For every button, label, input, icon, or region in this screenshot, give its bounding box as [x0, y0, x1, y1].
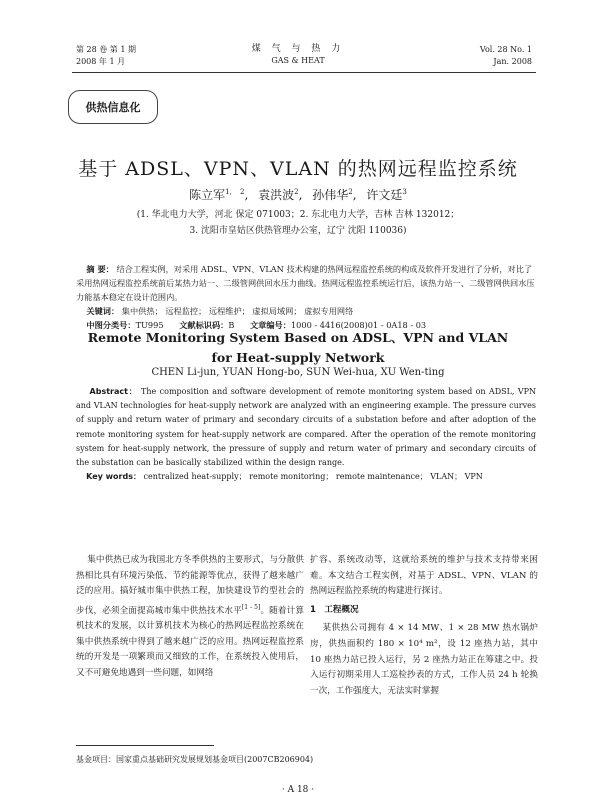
keywords-en: [76, 470, 536, 484]
article-no-value: 1000 - 4416(2008)01 - 0A18 - 03: [290, 320, 427, 330]
keywords-cn: [76, 304, 536, 318]
journal-name-en: GAS & HEAT: [271, 56, 325, 65]
author-name: 许文廷: [366, 188, 403, 202]
author-affiliation-mark: 3: [402, 188, 407, 196]
authors-en: CHEN Li-jun, YUAN Hong-bo, SUN Wei-hua, XU Wen-ting: [151, 367, 445, 378]
body-paragraph: [310, 621, 538, 699]
author-name: 陈立军: [189, 188, 226, 202]
running-header-right: [480, 44, 532, 68]
footnote-rule: [76, 745, 214, 746]
body-paragraph: 扩容、系统改动等，这就给系统的维护与技术支持带来困难。本文结合工程实例，对基于 ADSL、VPN、VLAN 的热网远程监控系统的构建进行探讨。: [310, 555, 538, 597]
author-affiliation-mark: 2: [348, 188, 353, 196]
section-title: 工程概况: [324, 604, 359, 615]
footnote-funding: 基金项目：国家重点基础研究发展规划基金项目(2007CB206904): [76, 755, 314, 764]
citation-ref: [1 - 5]: [241, 603, 261, 611]
affiliations: [0, 207, 596, 239]
journal-name-cn: 煤 气 与 热 力: [251, 44, 345, 54]
paper-title-en-line: Remote Monitoring System Based on ADSL、VPN and VLAN: [87, 330, 509, 345]
abstract-cn-text: 结合工程实例，对采用 ADSL、VPN、VLAN 技术构建的热网远程监控系统的构成及软件开发进行了分析，对比了采用热网远程监控系统前后某热力站一、二级管网供回水压力曲线。热网远程监控系统运行后，该热力站一、二级管网供回水压力能基本稳定在设计范围内。: [76, 264, 535, 302]
paper-title-en: [0, 328, 596, 368]
date-cn: 2008 年 1 月: [76, 57, 126, 66]
abstract-en: [76, 385, 536, 470]
doc-code-label: 文献标识码：: [179, 320, 229, 330]
keywords-cn-text: 集中供热； 远程监控； 远程维护； 虚拟局域网； 虚拟专用网络: [121, 306, 354, 316]
body-text: 集中供热已成为我国北方冬季供热的主要形式，与分散供热相比具有环境污染低、节约能源等优点，获得了越来越广泛的应用。搞好城市集中供热工程，加快建设节约型社会的步伐，必须全面提高城市集中供热技术水平: [76, 555, 304, 616]
clc-value: TU995: [135, 320, 164, 330]
abstract-cn: [76, 262, 536, 304]
section-number: 1: [310, 604, 316, 615]
paper-title-en-line: for Heat-supply Network: [211, 350, 385, 365]
page-number: · A 18 ·: [281, 785, 315, 795]
volume-issue-cn: 第 28 卷 第 1 期: [76, 45, 136, 54]
keywords-cn-label: 关键词：: [86, 306, 120, 316]
author-affiliation-mark: 2: [294, 188, 299, 196]
abstract-cn-label: 摘 要：: [86, 264, 114, 274]
authors-cn: 陈立军$^{1, 2}$, 袁洪波$^2$, 孙伟华$^2$, 许文廷$^3$: [189, 188, 407, 202]
affiliation-line: 3. 沈阳市皇姑区供热管理办公室，辽宁 沈阳 110036): [189, 226, 407, 236]
author-affiliation-mark: 1, 2: [225, 188, 245, 196]
abstract-en-block: [76, 385, 536, 484]
keywords-en-text: centralized heat-supply； remote monitoring； remote maintenance； VLAN； VPN: [143, 472, 483, 482]
abstract-en-text: The composition and software development of remote monitoring system based on ADSL, VPN and VLAN technologies for heat-supply network are analyzed with an engineering example. The pressure curves of supply and return water of primary and secondary circuits of a substation before and after adoption of the remote monitoring system for heat-supply network are compared. After the operation of the remote monitoring system for heat-supply network, the pressure of supply and return water of primary and secondary circuits of the substation can be basically stabilized within the design range.: [76, 387, 536, 468]
affiliation-line: (1. 华北电力大学，河北 保定 071003；2. 东北电力大学，吉林 吉林 132012；: [136, 210, 460, 220]
section-heading: [310, 603, 538, 619]
article-no-label: 文章编号：: [249, 320, 291, 330]
date-en: Jan. 2008: [493, 57, 532, 66]
abstract-en-label: Abstract：: [89, 387, 138, 396]
doc-code-value: B: [228, 320, 235, 330]
section-banner: [68, 90, 158, 124]
body-column-left: [76, 553, 304, 682]
author-name: 袁洪波: [258, 188, 295, 202]
section-banner-label: 供热信息化: [85, 101, 141, 114]
abstract-cn-block: [76, 262, 536, 332]
body-column-right: [310, 553, 538, 699]
body-paragraph: [76, 553, 304, 682]
keywords-en-label: Key words：: [86, 472, 141, 482]
volume-issue-en: Vol. 28 No. 1: [479, 45, 532, 54]
body-text: 某供热公司拥有 4 × 14 MW、1 × 28 MW 热水锅炉房，供热面积约 180 × 10⁴ m²，设 12 座热力站，其中 10 座热力站已投入运行，另 2 座热力站正在筹建之中。投入运行初期采用人工巡检抄表的方式，工作人员 24 h 轮换一次，工作强度大，无法实时掌握: [310, 623, 538, 696]
header-rule: [72, 72, 536, 73]
paper-title-cn: 基于 ADSL、VPN、VLAN 的热网远程监控系统: [78, 158, 518, 180]
clc-label: 中图分类号：: [86, 320, 136, 330]
body-text: 。随着计算机技术的发展，以计算机技术为核心的热网远程监控系统在集中供热系统中得到了越来越广泛的应用。热网远程监控系统的开发是一项繁琐而又细致的工作，在系统投入使用后，又不可避免地遇到一些问题，如网络: [76, 605, 304, 679]
author-name: 孙伟华: [312, 188, 349, 202]
